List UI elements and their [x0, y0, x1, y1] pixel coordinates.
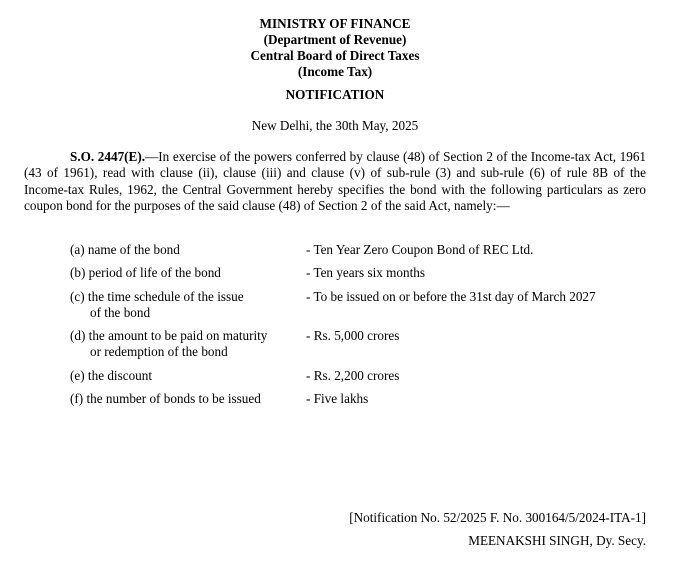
particular-value: - Ten Year Zero Coupon Bond of REC Ltd.: [306, 242, 534, 257]
particular-label: [70, 289, 290, 322]
particular-value: - To be issued on or before the 31st day of March 2027: [306, 289, 596, 304]
particular-label: (b) period of life of the bond: [70, 265, 221, 280]
particular-label: (a) name of the bond: [70, 242, 180, 257]
particular-value: - Five lakhs: [306, 391, 369, 406]
dateline: New Delhi, the 30th May, 2025: [251, 118, 419, 133]
ministry-heading: MINISTRY OF FINANCE: [259, 16, 411, 31]
wing-heading: (Income Tax): [297, 64, 373, 79]
signatory: MEENAKSHI SINGH, Dy. Secy.: [468, 533, 646, 548]
particular-label: (e) the discount: [70, 368, 153, 383]
particular-label: (f) the number of bonds to be issued: [70, 391, 261, 406]
particular-label-main: (d) the amount to be paid on maturity: [70, 328, 268, 343]
board-heading: Central Board of Direct Taxes: [250, 48, 420, 63]
body-text: —In exercise of the powers conferred by clause (48) of Section 2 of the Income-tax Act, 1961 (43 of 1961), read with clause (ii), clause (iii) and clause (v) of sub-rule (3) and sub-rule (6) of rule 8B of the Income-tax Rules, 1962, the Central Government hereby specifies the bond with the following particulars as zero coupon bond for the purposes of the said clause (48) of Section 2 of the said Act, namely:—: [24, 149, 647, 214]
particular-value: - Rs. 2,200 crores: [306, 368, 400, 383]
so-number: S.O. 2447(E).: [70, 149, 146, 164]
particular-label-continuation: of the bond: [90, 305, 151, 321]
notification-body: [24, 149, 646, 215]
particular-label-continuation: or redemption of the bond: [90, 344, 228, 360]
particular-value: - Ten years six months: [306, 265, 425, 280]
notification-title: NOTIFICATION: [285, 87, 385, 102]
particular-label: [70, 328, 290, 361]
notification-reference: [Notification No. 52/2025 F. No. 300164/5/2024-ITA-1]: [349, 510, 646, 525]
particular-label-main: (c) the time schedule of the issue: [70, 289, 244, 304]
particular-value: - Rs. 5,000 crores: [306, 328, 400, 343]
department-heading: (Department of Revenue): [263, 32, 407, 47]
